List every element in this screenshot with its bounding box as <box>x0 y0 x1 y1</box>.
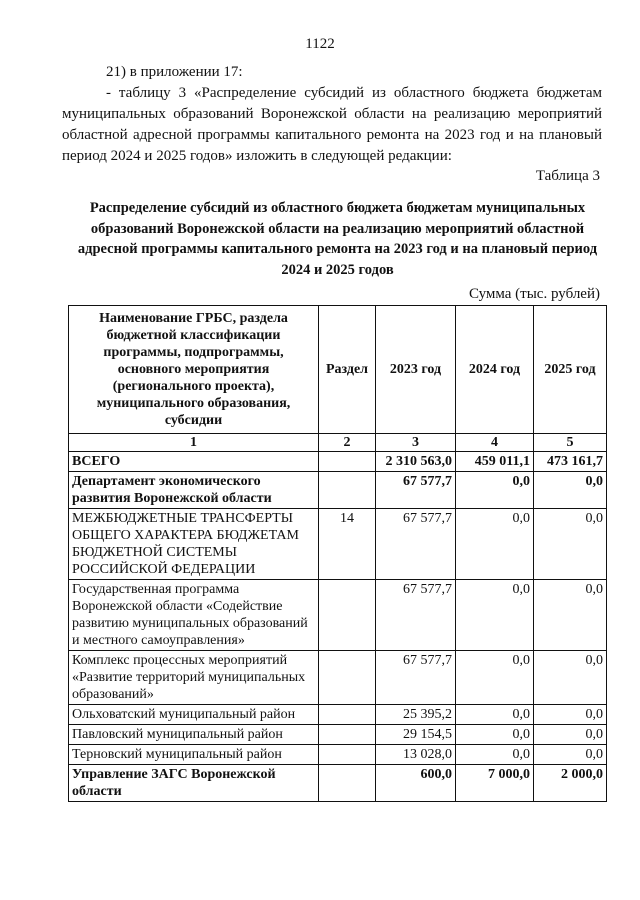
row-name: Терновский муниципальный район <box>69 745 319 765</box>
row-value-2023: 2 310 563,0 <box>376 452 456 472</box>
table-row <box>69 725 607 745</box>
table-row <box>69 580 607 651</box>
table-title: Распределение субсидий из областного бюджета бюджетам муниципальных образований Воронежской области на реализацию мероприятий областной адресной программы капитального ремонта на 2023 год и на плановый период 2024 и 2025 годов <box>77 200 598 278</box>
row-value-2025: 0,0 <box>534 509 607 580</box>
index-cell: 1 <box>69 434 319 452</box>
row-value-2024: 7 000,0 <box>456 765 534 802</box>
header-2025: 2025 год <box>534 306 607 434</box>
table-row <box>69 452 607 472</box>
row-name: Комплекс процессных мероприятий «Развитие территорий муниципальных образований» <box>69 651 319 705</box>
row-section <box>319 745 376 765</box>
row-section <box>319 651 376 705</box>
row-name: ВСЕГО <box>69 452 319 472</box>
row-name: Ольховатский муниципальный район <box>69 705 319 725</box>
row-value-2023: 600,0 <box>376 765 456 802</box>
row-name: Государственная программа Воронежской области «Содействие развитию муниципальных образований и местного самоуправления» <box>69 580 319 651</box>
row-value-2023: 67 577,7 <box>376 472 456 509</box>
table-row <box>69 472 607 509</box>
row-section <box>319 580 376 651</box>
unit-label: Сумма (тыс. рублей) <box>468 286 600 302</box>
row-value-2025: 0,0 <box>534 651 607 705</box>
table-row <box>69 509 607 580</box>
table-row <box>69 651 607 705</box>
header-row <box>69 306 607 434</box>
row-value-2024: 0,0 <box>456 472 534 509</box>
page-number: 1122 <box>305 36 335 52</box>
row-value-2025: 2 000,0 <box>534 765 607 802</box>
row-name: МЕЖБЮДЖЕТНЫЕ ТРАНСФЕРТЫ ОБЩЕГО ХАРАКТЕРА БЮДЖЕТАМ БЮДЖЕТНОЙ СИСТЕМЫ РОССИЙСКОЙ ФЕДЕРАЦИИ <box>69 509 319 580</box>
row-value-2025: 0,0 <box>534 705 607 725</box>
subsidy-table <box>68 305 607 802</box>
intro-line-1: 21) в приложении 17: <box>106 64 243 80</box>
row-value-2024: 0,0 <box>456 509 534 580</box>
header-name: Наименование ГРБС, раздела бюджетной классификации программы, подпрограммы, основного мероприятия (регионального проекта), муниципального образования, субсидии <box>69 306 319 434</box>
row-value-2024: 0,0 <box>456 745 534 765</box>
header-2024: 2024 год <box>456 306 534 434</box>
row-value-2023: 67 577,7 <box>376 580 456 651</box>
index-row <box>69 434 607 452</box>
row-section <box>319 705 376 725</box>
index-cell: 2 <box>319 434 376 452</box>
table-label: Таблица 3 <box>535 168 600 184</box>
intro-line-2: - таблицу 3 «Распределение субсидий из областного бюджета бюджетам муниципальных образований Воронежской области на реализацию мероприятий областной адресной программы капитального ремонта на 2023 год и на плановый период 2024 и 2025 годов» изложить в следующей редакции: <box>62 85 602 164</box>
row-name: Павловский муниципальный район <box>69 725 319 745</box>
row-section <box>319 765 376 802</box>
row-value-2024: 0,0 <box>456 705 534 725</box>
row-value-2023: 25 395,2 <box>376 705 456 725</box>
header-2023: 2023 год <box>376 306 456 434</box>
row-section: 14 <box>319 509 376 580</box>
row-section <box>319 472 376 509</box>
index-cell: 3 <box>376 434 456 452</box>
row-value-2023: 29 154,5 <box>376 725 456 745</box>
row-value-2025: 0,0 <box>534 580 607 651</box>
row-value-2025: 473 161,7 <box>534 452 607 472</box>
row-value-2023: 13 028,0 <box>376 745 456 765</box>
table-row <box>69 765 607 802</box>
table-row <box>69 745 607 765</box>
row-value-2023: 67 577,7 <box>376 509 456 580</box>
index-cell: 5 <box>534 434 607 452</box>
row-value-2024: 459 011,1 <box>456 452 534 472</box>
index-cell: 4 <box>456 434 534 452</box>
row-value-2025: 0,0 <box>534 472 607 509</box>
header-section: Раздел <box>319 306 376 434</box>
table-row <box>69 705 607 725</box>
row-section <box>319 452 376 472</box>
row-value-2024: 0,0 <box>456 651 534 705</box>
row-name: Управление ЗАГС Воронежской области <box>69 765 319 802</box>
row-value-2023: 67 577,7 <box>376 651 456 705</box>
row-value-2025: 0,0 <box>534 725 607 745</box>
row-name: Департамент экономического развития Воронежской области <box>69 472 319 509</box>
row-value-2025: 0,0 <box>534 745 607 765</box>
row-value-2024: 0,0 <box>456 580 534 651</box>
row-value-2024: 0,0 <box>456 725 534 745</box>
row-section <box>319 725 376 745</box>
